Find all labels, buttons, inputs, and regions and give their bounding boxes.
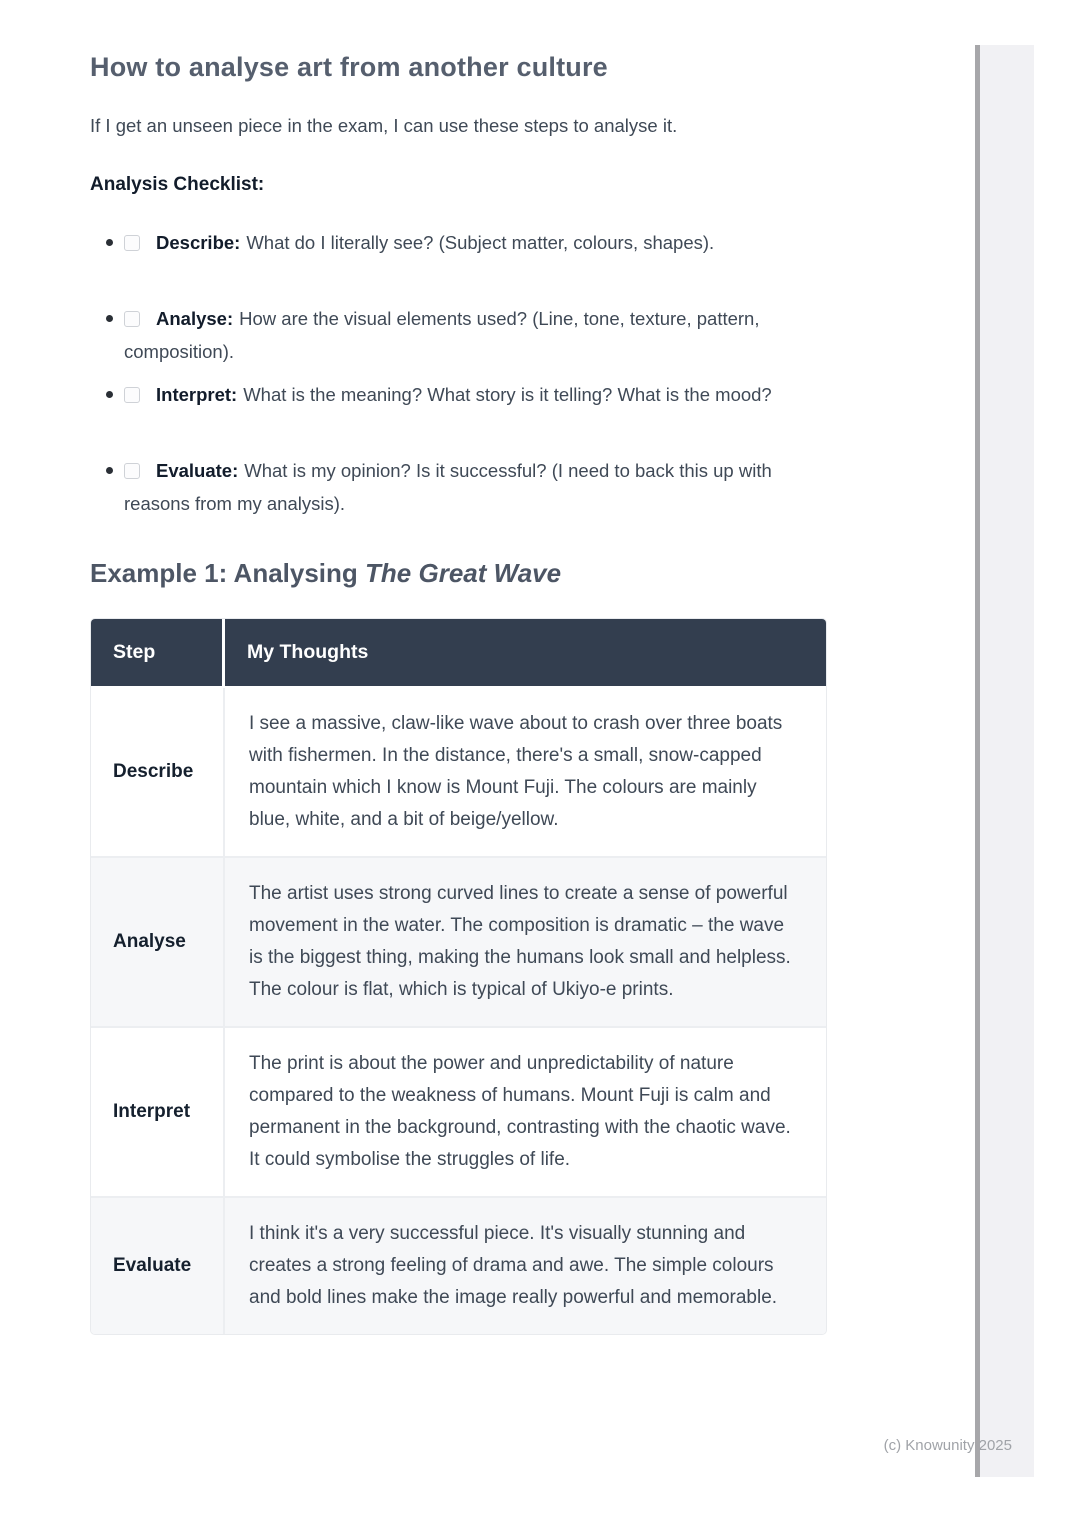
analysis-checklist xyxy=(90,226,827,520)
checklist-item-describe xyxy=(124,226,827,292)
checklist-item-label: Analyse: xyxy=(156,308,234,329)
table-header-row xyxy=(91,619,826,688)
example-heading-artwork-title: The Great Wave xyxy=(365,558,562,588)
scrollbar[interactable] xyxy=(975,45,1034,1477)
checkbox-unchecked-icon[interactable] xyxy=(124,387,140,403)
step-label: Interpret xyxy=(91,1026,225,1196)
table-row-interpret xyxy=(91,1026,826,1196)
thoughts-text: I think it's a very successful piece. It's visually stunning and creates a strong feeling of drama and awe. The simple colours and bold lines make the image really powerful and memorable. xyxy=(225,1196,826,1334)
table-header xyxy=(91,619,826,688)
checklist-item-interpret xyxy=(124,378,827,444)
thoughts-text: I see a massive, claw-like wave about to crash over three boats with fishermen. In the distance, there's a small, snow-capped mountain which I know is Mount Fuji. The colours are mainly blue, white, and a bit of beige/yellow. xyxy=(249,713,783,830)
example-heading-prefix: Example 1: Analysing xyxy=(90,558,366,588)
step-label: Analyse xyxy=(91,856,225,1026)
bullet-icon xyxy=(106,467,113,474)
bullet-icon xyxy=(106,391,113,398)
checkbox-unchecked-icon[interactable] xyxy=(124,463,140,479)
step-label: Describe xyxy=(91,688,225,856)
checklist-item-label: Interpret: xyxy=(156,384,238,405)
checklist-item-label: Describe: xyxy=(156,232,241,253)
checklist-item-evaluate xyxy=(124,454,827,520)
page-title: How to analyse art from another culture xyxy=(90,52,608,82)
analysis-table-container xyxy=(90,618,827,1335)
checklist-item-label: Evaluate: xyxy=(156,460,239,481)
intro-paragraph: If I get an unseen piece in the exam, I can use these steps to analyse it. xyxy=(90,115,678,136)
checklist-heading: Analysis Checklist: xyxy=(90,174,265,195)
table-row-analyse xyxy=(91,856,826,1026)
checklist-item-text: What is the meaning? What story is it telling? What is the mood? xyxy=(243,384,772,405)
table-body xyxy=(91,688,826,1334)
thoughts-text: The print is about the power and unpredictability of nature compared to the weakness of humans. Mount Fuji is calm and permanent in the background, contrasting with the chaotic wave. It could symbolise the struggles of life. xyxy=(225,1026,826,1196)
thoughts-text: The artist uses strong curved lines to create a sense of powerful movement in the water. The composition is dramatic – the wave is the biggest thing, making the humans look small and helpless. The colour is flat, which is typical of Ukiyo-e prints. xyxy=(225,856,826,1026)
step-label: Evaluate xyxy=(91,1196,225,1334)
checklist-item-text: How are the visual elements used? (Line, tone, texture, pattern, composition). xyxy=(124,308,760,362)
column-header-my-thoughts: My Thoughts xyxy=(225,619,826,688)
checkbox-unchecked-icon[interactable] xyxy=(124,235,140,251)
document-page xyxy=(90,0,827,1335)
analysis-table xyxy=(91,619,826,1334)
example-heading xyxy=(90,556,827,590)
checklist-item-text: What do I literally see? (Subject matter, colours, shapes). xyxy=(246,232,715,253)
checklist-item-analyse xyxy=(124,302,827,368)
checklist-item-text: What is my opinion? Is it successful? (I need to back this up with reasons from my analysis). xyxy=(124,460,772,514)
column-header-step: Step xyxy=(91,619,225,688)
checkbox-unchecked-icon[interactable] xyxy=(124,311,140,327)
table-row-evaluate xyxy=(91,1196,826,1334)
bullet-icon xyxy=(106,239,113,246)
bullet-icon xyxy=(106,315,113,322)
table-row-describe xyxy=(91,688,826,856)
copyright-footer: (c) Knowunity 2025 xyxy=(883,1437,1012,1454)
